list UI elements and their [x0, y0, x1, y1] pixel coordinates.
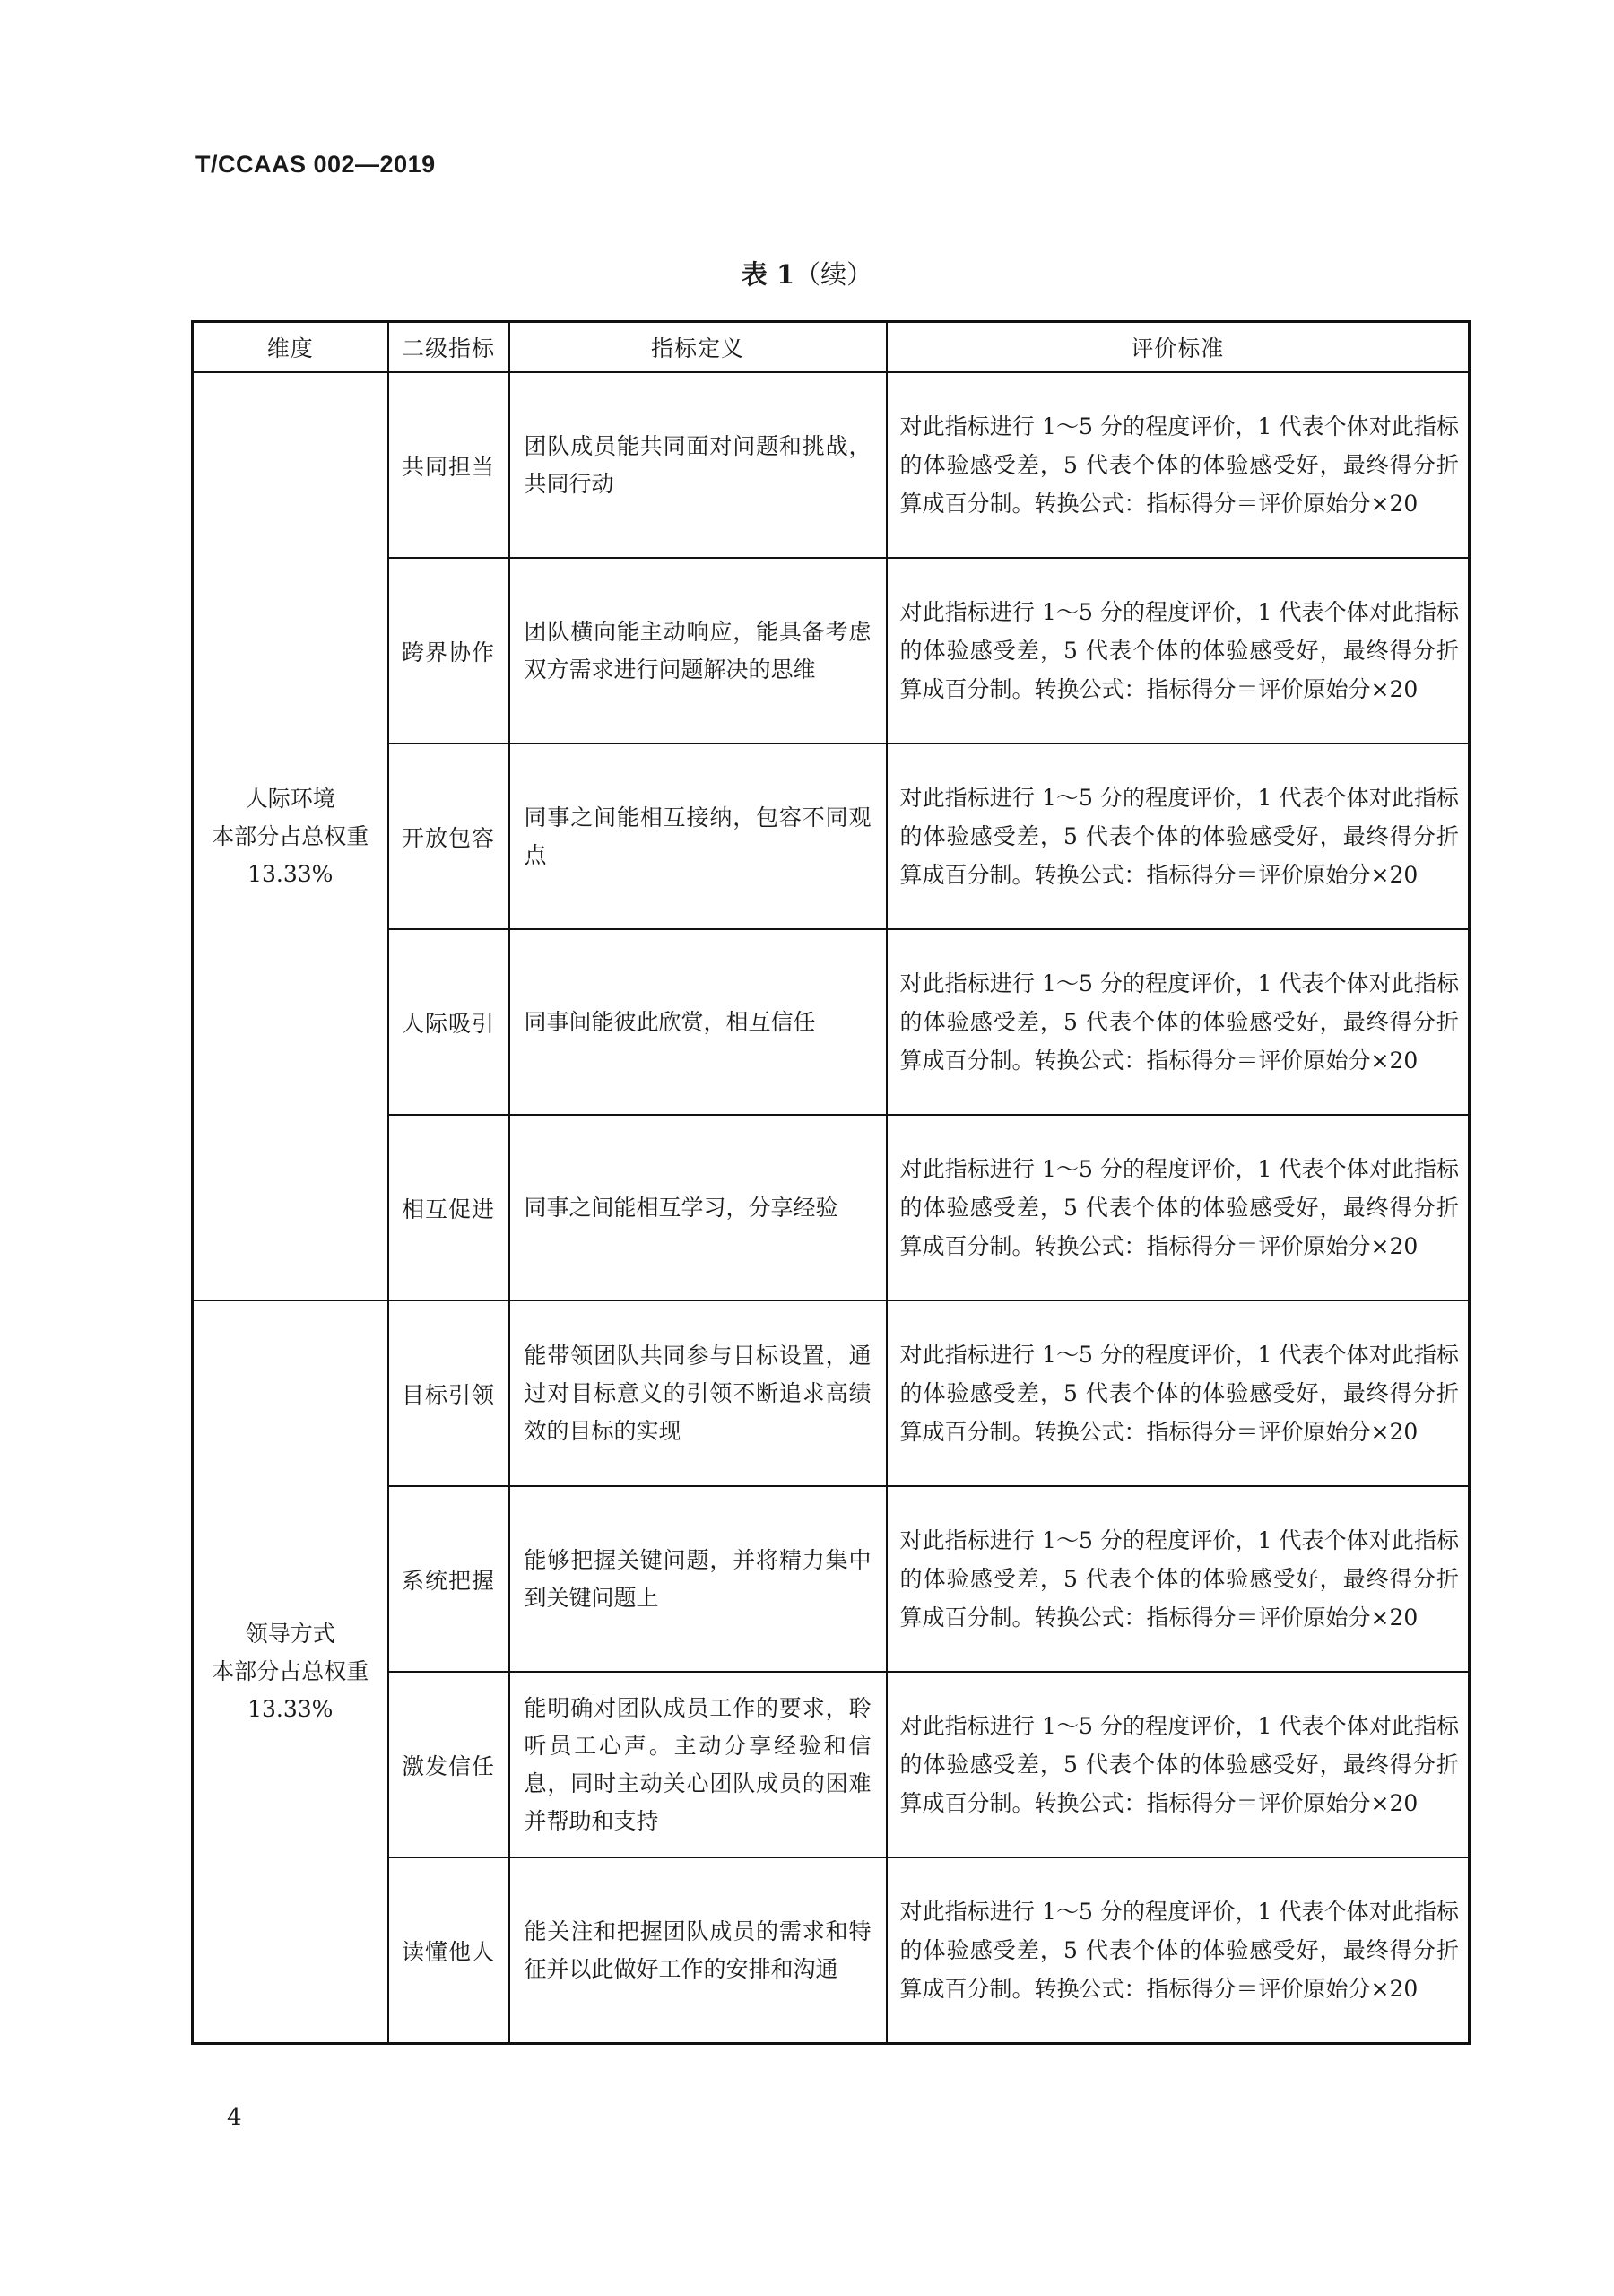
dimension-name: 人际环境 — [245, 785, 335, 812]
criteria-cell: 对此指标进行 1～5 分的程度评价，1 代表个体对此指标的体验感受差，5 代表个体的体验感受好，最终得分折算成百分制。转换公式：指标得分＝评价原始分×20 — [887, 929, 1470, 1115]
criteria-cell: 对此指标进行 1～5 分的程度评价，1 代表个体对此指标的体验感受差，5 代表个体的体验感受好，最终得分折算成百分制。转换公式：指标得分＝评价原始分×20 — [887, 1486, 1470, 1672]
definition-cell: 同事之间能相互学习，分享经验 — [509, 1115, 887, 1300]
criteria-cell: 对此指标进行 1～5 分的程度评价，1 代表个体对此指标的体验感受差，5 代表个体的体验感受好，最终得分折算成百分制。转换公式：指标得分＝评价原始分×20 — [887, 1300, 1470, 1486]
criteria-cell: 对此指标进行 1～5 分的程度评价，1 代表个体对此指标的体验感受差，5 代表个体的体验感受好，最终得分折算成百分制。转换公式：指标得分＝评价原始分×20 — [887, 1857, 1470, 2044]
criteria-cell: 对此指标进行 1～5 分的程度评价，1 代表个体对此指标的体验感受差，5 代表个体的体验感受好，最终得分折算成百分制。转换公式：指标得分＝评价原始分×20 — [887, 1115, 1470, 1300]
document-code: T/CCAAS 002—2019 — [195, 151, 436, 178]
indicator-cell: 共同担当 — [388, 372, 509, 558]
table-row — [193, 1300, 1470, 1486]
indicator-cell: 相互促进 — [388, 1115, 509, 1300]
table-title-suffix: （续） — [794, 259, 873, 290]
definition-cell: 同事之间能相互接纳，包容不同观点 — [509, 744, 887, 929]
dimension-weight-value: 13.33% — [247, 1696, 334, 1722]
dimension-weight-label: 本部分占总权重 — [212, 822, 369, 849]
definition-cell: 能带领团队共同参与目标设置，通过对目标意义的引领不断追求高绩效的目标的实现 — [509, 1300, 887, 1486]
criteria-cell: 对此指标进行 1～5 分的程度评价，1 代表个体对此指标的体验感受差，5 代表个体的体验感受好，最终得分折算成百分制。转换公式：指标得分＝评价原始分×20 — [887, 372, 1470, 558]
dimension-name: 领导方式 — [245, 1621, 335, 1647]
indicator-cell: 激发信任 — [388, 1672, 509, 1857]
indicator-cell: 系统把握 — [388, 1486, 509, 1672]
dimension-weight-value: 13.33% — [247, 860, 334, 887]
definition-cell: 同事间能彼此欣赏，相互信任 — [509, 929, 887, 1115]
page-number: 4 — [227, 2104, 242, 2131]
indicator-cell: 人际吸引 — [388, 929, 509, 1115]
criteria-cell: 对此指标进行 1～5 分的程度评价，1 代表个体对此指标的体验感受差，5 代表个体的体验感受好，最终得分折算成百分制。转换公式：指标得分＝评价原始分×20 — [887, 744, 1470, 929]
column-header-definition: 指标定义 — [509, 322, 887, 373]
criteria-cell: 对此指标进行 1～5 分的程度评价，1 代表个体对此指标的体验感受差，5 代表个体的体验感受好，最终得分折算成百分制。转换公式：指标得分＝评价原始分×20 — [887, 558, 1470, 744]
dimension-cell — [193, 1300, 388, 2044]
dimension-weight-label: 本部分占总权重 — [212, 1658, 369, 1684]
indicator-cell: 读懂他人 — [388, 1857, 509, 2044]
table-title — [0, 255, 1614, 291]
column-header-criteria: 评价标准 — [887, 322, 1470, 373]
column-header-indicator: 二级指标 — [388, 322, 509, 373]
table-row — [193, 372, 1470, 558]
column-header-dimension: 维度 — [193, 322, 388, 373]
definition-cell: 团队成员能共同面对问题和挑战，共同行动 — [509, 372, 887, 558]
indicator-table — [191, 320, 1471, 2045]
dimension-cell — [193, 372, 388, 1300]
table-header-row — [193, 322, 1470, 373]
table-title-main: 表 1 — [741, 259, 795, 290]
definition-cell: 能明确对团队成员工作的要求，聆听员工心声。主动分享经验和信息，同时主动关心团队成员的困难并帮助和支持 — [509, 1672, 887, 1857]
definition-cell: 能关注和把握团队成员的需求和特征并以此做好工作的安排和沟通 — [509, 1857, 887, 2044]
definition-cell: 团队横向能主动响应，能具备考虑双方需求进行问题解决的思维 — [509, 558, 887, 744]
definition-cell: 能够把握关键问题，并将精力集中到关键问题上 — [509, 1486, 887, 1672]
indicator-cell: 开放包容 — [388, 744, 509, 929]
criteria-cell: 对此指标进行 1～5 分的程度评价，1 代表个体对此指标的体验感受差，5 代表个体的体验感受好，最终得分折算成百分制。转换公式：指标得分＝评价原始分×20 — [887, 1672, 1470, 1857]
indicator-cell: 跨界协作 — [388, 558, 509, 744]
indicator-cell: 目标引领 — [388, 1300, 509, 1486]
